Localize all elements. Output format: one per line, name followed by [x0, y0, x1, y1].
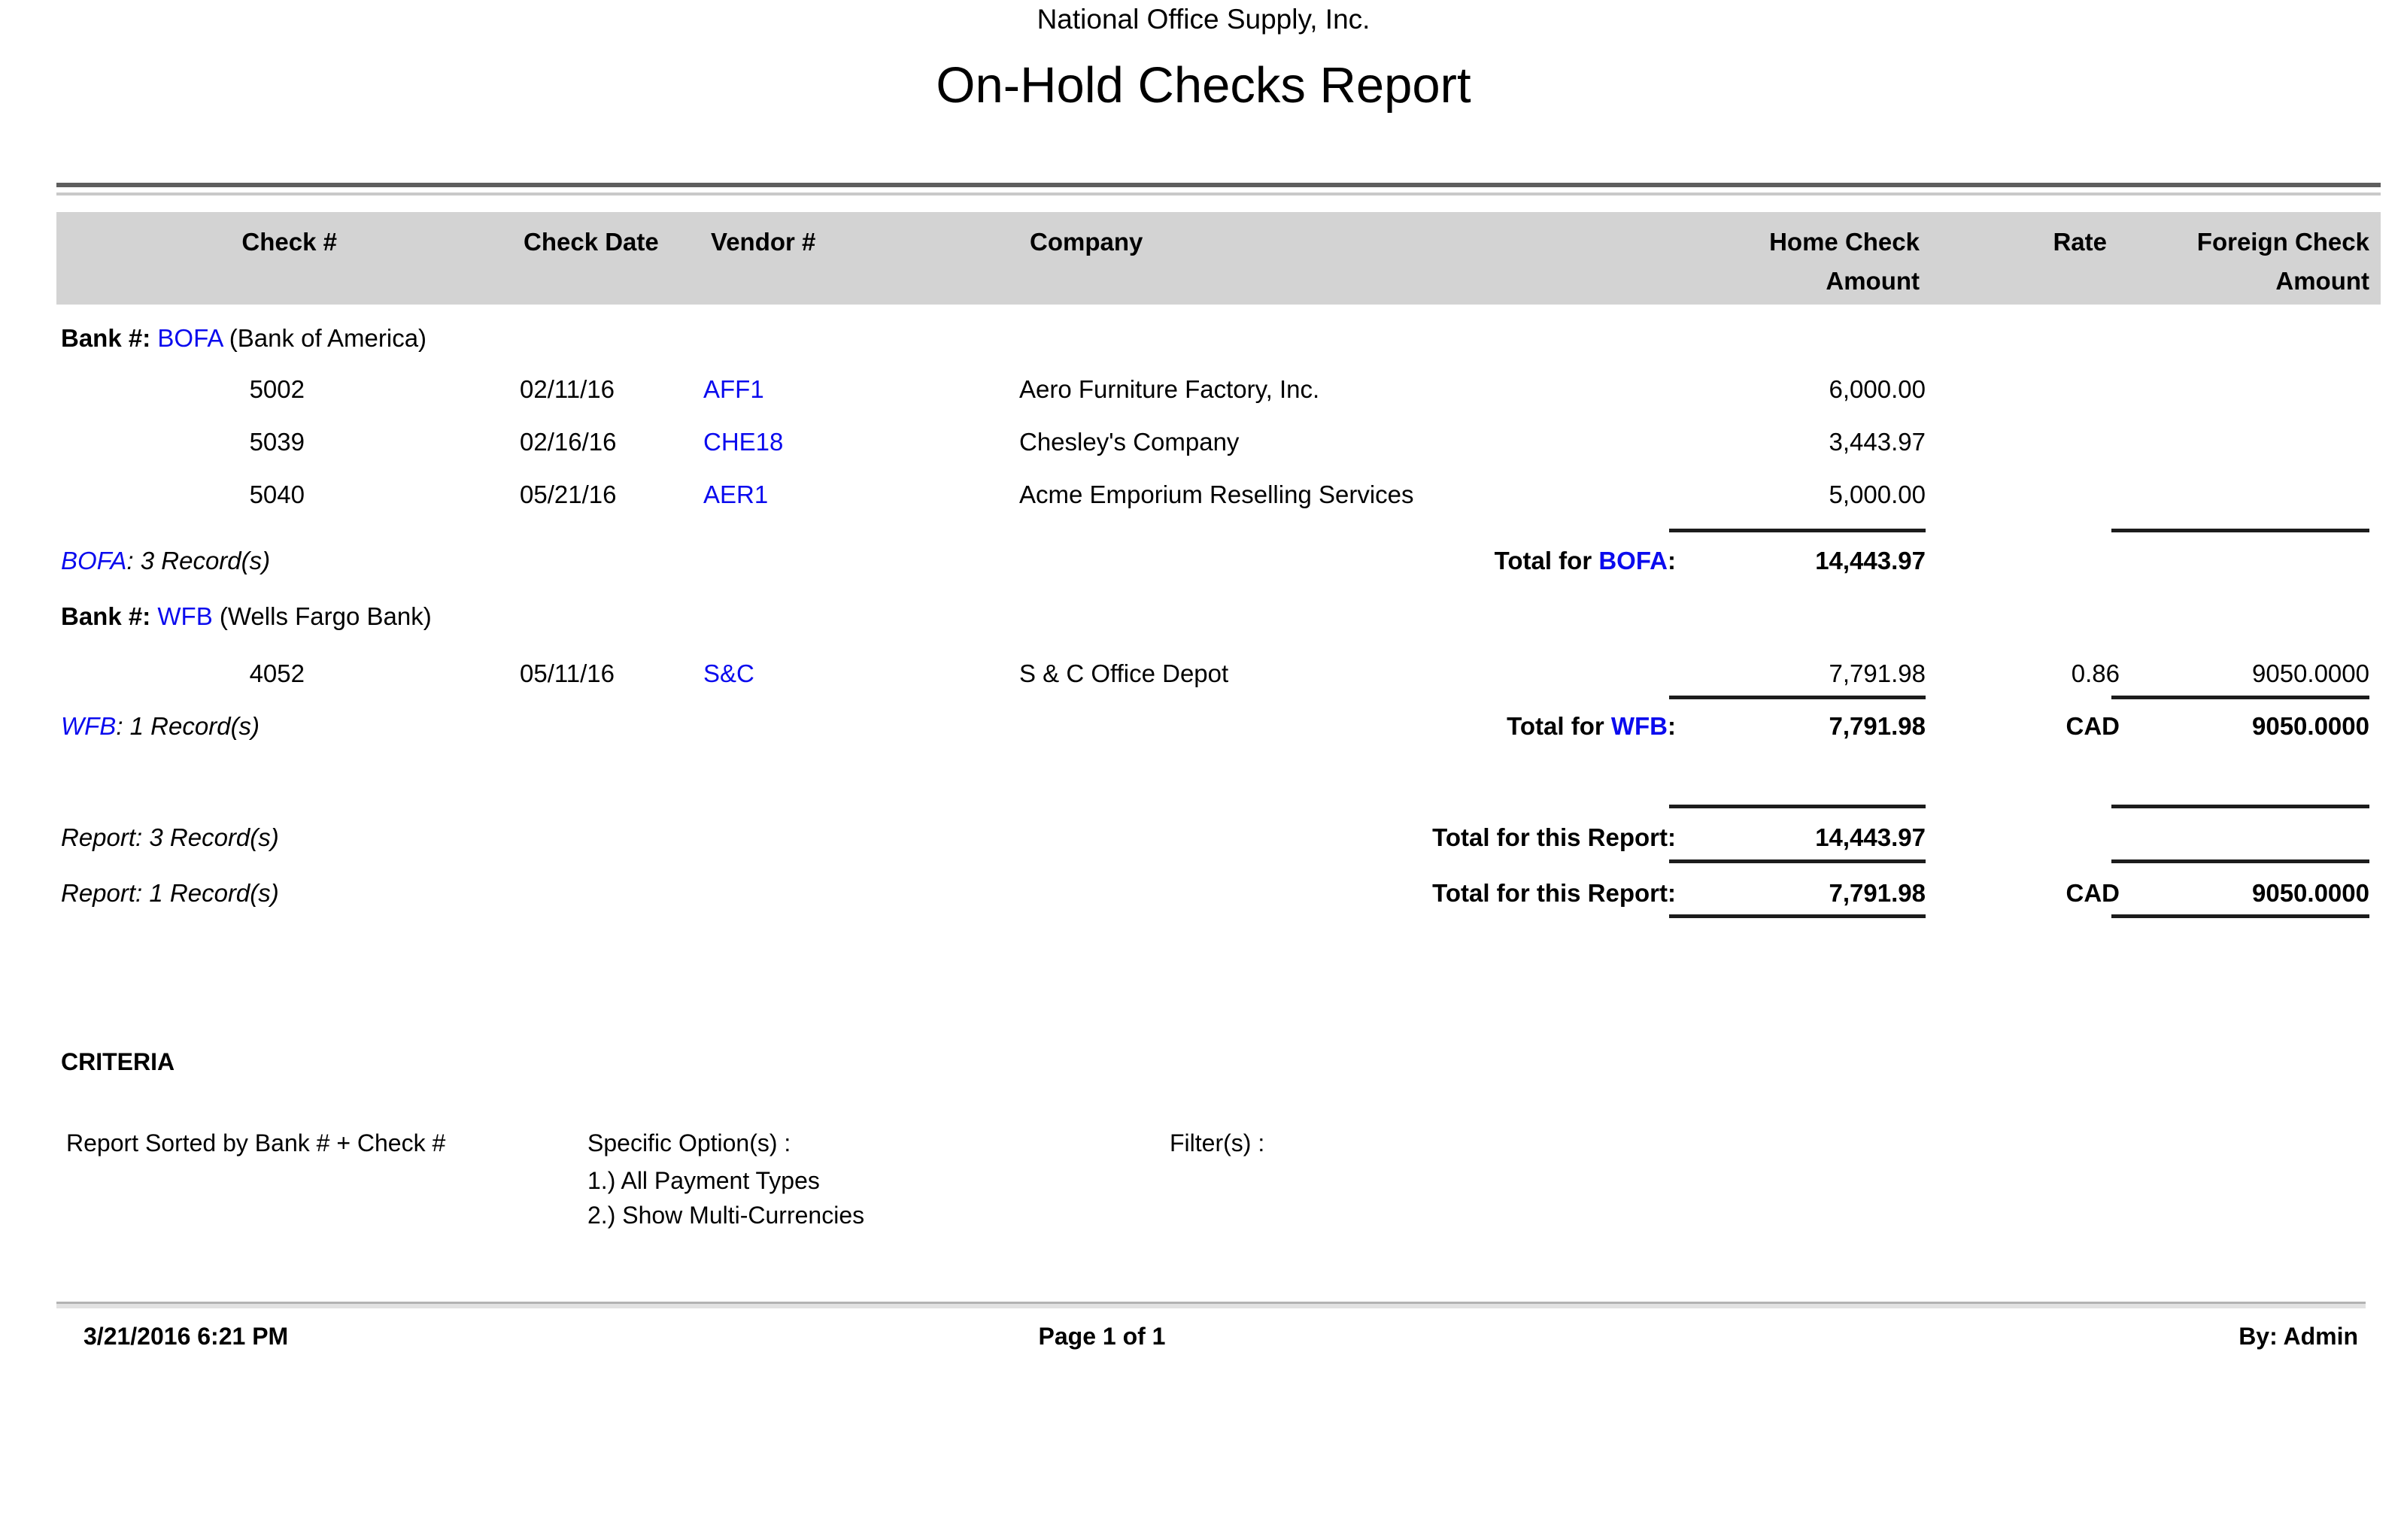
bank-group-header — [61, 323, 426, 353]
table-header-band — [56, 212, 2381, 305]
col-header-foreign-check-amount-line2: Amount — [2275, 267, 2369, 295]
footer-generated-by: By: Admin — [2239, 1323, 2358, 1350]
check-no-cell: 5040 — [249, 480, 305, 508]
company-cell: S & C Office Depot — [1019, 659, 1229, 687]
check-date-cell: 05/21/16 — [520, 480, 617, 508]
company-name: National Office Supply, Inc. — [1037, 4, 1370, 35]
check-no-cell: 5002 — [249, 375, 305, 403]
home-amount-cell: 7,791.98 — [1829, 659, 1926, 687]
company-cell: Aero Furniture Factory, Inc. — [1019, 375, 1320, 403]
home-amount-cell: 3,443.97 — [1829, 428, 1926, 456]
home-amount-cell: 5,000.00 — [1829, 480, 1926, 508]
bank-code-link[interactable]: BOFA — [1598, 547, 1668, 574]
footer-generated-datetime: 3/21/2016 6:21 PM — [83, 1323, 289, 1350]
report-total-rule-home — [1669, 805, 1926, 808]
foreign-amount-cell: 9050.0000 — [2252, 659, 2369, 687]
group-record-count — [61, 711, 260, 741]
criteria-option: 1.) All Payment Types — [587, 1167, 820, 1194]
vendor-code-link[interactable]: AFF1 — [703, 375, 764, 403]
bank-name: (Wells Fargo Bank) — [219, 602, 432, 630]
home-amount-cell: 6,000.00 — [1829, 375, 1926, 403]
bank-name: (Bank of America) — [229, 324, 427, 352]
vendor-code-link[interactable]: S&C — [703, 659, 754, 687]
report-total-label: Total for this Report: — [1432, 879, 1676, 907]
group-total-home-amount: 14,443.97 — [1815, 547, 1926, 574]
check-date-cell: 05/11/16 — [520, 659, 615, 687]
report-total-rule-home — [1669, 914, 1926, 918]
report-total-rule-foreign — [2111, 914, 2369, 918]
report-total-home-amount: 14,443.97 — [1815, 823, 1926, 851]
bank-code-link[interactable]: BOFA — [157, 324, 223, 352]
col-header-home-check-amount-line1: Home Check — [1769, 228, 1920, 256]
group-total-home-amount: 7,791.98 — [1829, 712, 1926, 740]
group-total-label: Total for BOFA: — [1494, 547, 1676, 574]
criteria-option: 2.) Show Multi-Currencies — [587, 1202, 865, 1229]
group-total-rule-home — [1669, 696, 1926, 699]
bank-group-header — [61, 602, 432, 632]
criteria-sorted-by: Report Sorted by Bank # + Check # — [66, 1129, 446, 1157]
group-total-foreign-amount: 9050.0000 — [2252, 712, 2369, 740]
bank-number-label: Bank #: — [61, 602, 151, 630]
records-text: : 1 Record(s) — [116, 712, 260, 740]
col-header-home-check-amount-line2: Amount — [1826, 267, 1920, 295]
check-no-cell: 5039 — [249, 428, 305, 456]
report-total-foreign-amount: 9050.0000 — [2252, 879, 2369, 907]
bank-number-label: Bank #: — [61, 324, 151, 352]
report-total-label: Total for this Report: — [1432, 823, 1676, 851]
group-total-currency: CAD — [2066, 712, 2120, 740]
bank-code-link[interactable]: WFB — [61, 712, 117, 740]
group-total-label: Total for WFB: — [1507, 712, 1676, 740]
records-text: : 3 Record(s) — [126, 547, 271, 574]
report-total-currency: CAD — [2066, 879, 2120, 907]
page-title: On-Hold Checks Report — [936, 57, 1471, 114]
vendor-code-link[interactable]: CHE18 — [703, 428, 784, 456]
report-total-rule-foreign — [2111, 805, 2369, 808]
criteria-filters-label: Filter(s) : — [1170, 1129, 1265, 1157]
report-total-rule-foreign — [2111, 859, 2369, 863]
group-total-rule-home — [1669, 529, 1926, 532]
company-cell: Chesley's Company — [1019, 428, 1240, 456]
col-header-check-date: Check Date — [524, 228, 659, 256]
report-record-count: Report: 3 Record(s) — [61, 823, 279, 851]
col-header-foreign-check-amount-line1: Foreign Check — [2196, 228, 2369, 256]
report-total-rule-home — [1669, 859, 1926, 863]
report-total-home-amount: 7,791.98 — [1829, 879, 1926, 907]
footer-page-number: Page 1 of 1 — [1038, 1323, 1166, 1350]
bank-code-link[interactable]: WFB — [157, 602, 213, 630]
col-header-rate: Rate — [2053, 228, 2107, 256]
title-separator-light — [56, 192, 2381, 196]
bank-code-link[interactable]: BOFA — [61, 547, 127, 574]
bank-code-link[interactable]: WFB — [1610, 712, 1668, 740]
title-separator-dark — [56, 183, 2381, 187]
group-record-count — [61, 546, 270, 576]
criteria-heading: CRITERIA — [61, 1048, 175, 1075]
group-total-rule-foreign — [2111, 529, 2369, 532]
group-total-rule-foreign — [2111, 696, 2369, 699]
col-header-vendor-no: Vendor # — [711, 228, 816, 256]
vendor-code-link[interactable]: AER1 — [703, 480, 769, 508]
footer-separator — [56, 1302, 2366, 1308]
check-date-cell: 02/11/16 — [520, 375, 615, 403]
company-cell: Acme Emporium Reselling Services — [1019, 480, 1414, 508]
rate-cell: 0.86 — [2071, 659, 2120, 687]
col-header-check-no: Check # — [241, 228, 337, 256]
check-no-cell: 4052 — [249, 659, 305, 687]
report-record-count: Report: 1 Record(s) — [61, 879, 279, 907]
col-header-company: Company — [1030, 228, 1143, 256]
check-date-cell: 02/16/16 — [520, 428, 617, 456]
criteria-specific-options-label: Specific Option(s) : — [587, 1129, 791, 1157]
